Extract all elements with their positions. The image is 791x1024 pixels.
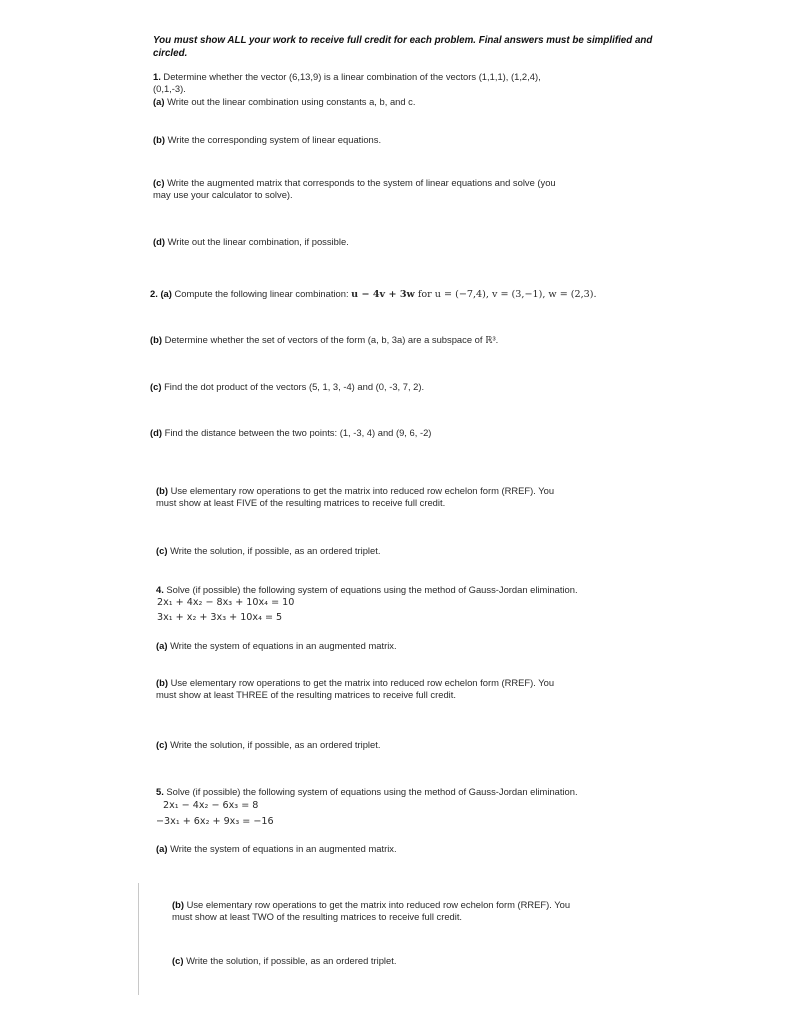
part-text: Compute the following linear combination:	[171, 288, 352, 299]
problem-5-text: Solve (if possible) the following system of equations using the method of Gauss-Jordan elimination.	[163, 786, 578, 797]
problem-2-number: 2.	[150, 288, 158, 299]
problem-2c	[150, 381, 424, 393]
part-text: Write out the linear combination using constants a, b, and c.	[164, 96, 416, 107]
for-text: for	[414, 289, 435, 300]
problem-4-intro	[156, 584, 578, 596]
page-margin-line	[138, 883, 139, 995]
part-label: (a)	[156, 843, 168, 854]
problem-1-intro	[153, 71, 541, 83]
part-text: Write the system of equations in an augmented matrix.	[167, 640, 397, 651]
problem-1d	[153, 236, 349, 248]
part-text: Determine whether the set of vectors of the form (a, b, 3a) are a subspace of ℝ³.	[161, 334, 499, 345]
problem-4-number: 4.	[156, 584, 164, 595]
part-text: Use elementary row operations to get the matrix into reduced row echelon form (RREF). You	[183, 899, 571, 910]
part-text: Write the augmented matrix that corresponds to the system of linear equations and solve (you	[164, 177, 556, 188]
part-text: Write the solution, if possible, as an ordered triplet.	[167, 739, 381, 750]
vector-definitions: u = (−7,4), v = (3,−1), w = (2,3).	[434, 289, 597, 300]
part-label: (c)	[172, 955, 184, 966]
part-text: Use elementary row operations to get the matrix into reduced row echelon form (RREF). You	[167, 677, 555, 688]
problem-1-intro-line2: (0,1,-3).	[153, 83, 186, 94]
problem-5b-line2: must show at least TWO of the resulting matrices to receive full credit.	[172, 911, 463, 922]
problem-5-equation-1: 2x₁ − 4x₂ − 6x₃ = 8	[163, 800, 259, 811]
problem-5b	[172, 899, 570, 911]
problem-4-equation-1: 2x₁ + 4x₂ − 8x₃ + 10x₄ = 10	[157, 597, 295, 608]
part-label: (c)	[156, 545, 168, 556]
part-text: Find the dot product of the vectors (5, 1, 3, -4) and (0, -3, 7, 2).	[161, 381, 425, 392]
problem-1-text: Determine whether the vector (6,13,9) is a linear combination of the vectors (1,1,1), (1,2,4),	[160, 71, 541, 82]
problem-4c	[156, 739, 380, 751]
problem-3b-line2: must show at least FIVE of the resulting matrices to receive full credit.	[156, 497, 446, 508]
part-label: (c)	[156, 739, 168, 750]
part-label: (d)	[153, 236, 165, 247]
problem-1a	[153, 96, 415, 108]
problem-4-equation-2: 3x₁ + x₂ + 3x₃ + 10x₄ = 5	[157, 612, 283, 623]
problem-1c-line2: may use your calculator to solve).	[153, 189, 293, 200]
problem-3b	[156, 485, 554, 497]
problem-4-text: Solve (if possible) the following system of equations using the method of Gauss-Jordan elimination.	[163, 584, 578, 595]
part-text: Write the solution, if possible, as an ordered triplet.	[183, 955, 397, 966]
problem-4b	[156, 677, 554, 689]
problem-1b	[153, 134, 381, 146]
part-label: (c)	[150, 381, 162, 392]
part-label: (b)	[150, 334, 162, 345]
part-label: (c)	[153, 177, 165, 188]
instructions: You must show ALL your work to receive full credit for each problem. Final answers must be simplified and circled.	[153, 35, 653, 59]
problem-5-intro	[156, 786, 578, 798]
problem-3c	[156, 545, 380, 557]
part-label: (b)	[153, 134, 165, 145]
problem-4b-line2: must show at least THREE of the resulting matrices to receive full credit.	[156, 689, 456, 700]
part-text: Write the solution, if possible, as an ordered triplet.	[167, 545, 381, 556]
part-label: (a)	[156, 640, 168, 651]
problem-2d	[150, 427, 431, 439]
problem-5a	[156, 843, 397, 855]
part-text: Use elementary row operations to get the matrix into reduced row echelon form (RREF). You	[167, 485, 555, 496]
part-text: Write the system of equations in an augmented matrix.	[167, 843, 397, 854]
part-text: Write the corresponding system of linear equations.	[164, 134, 382, 145]
problem-1-number: 1.	[153, 71, 161, 82]
part-label: (a)	[160, 288, 172, 299]
part-label: (d)	[150, 427, 162, 438]
part-label: (b)	[156, 485, 168, 496]
part-label: (b)	[156, 677, 168, 688]
problem-2b	[150, 334, 498, 346]
problem-5-number: 5.	[156, 786, 164, 797]
part-label: (a)	[153, 96, 165, 107]
linear-combination-expression: u − 4v + 3w	[351, 289, 415, 300]
problem-5-equation-2: −3x₁ + 6x₂ + 9x₃ = −16	[156, 816, 274, 827]
problem-1c	[153, 177, 556, 189]
problem-4a	[156, 640, 397, 652]
problem-5c	[172, 955, 396, 967]
problem-2a	[150, 288, 597, 301]
part-label: (b)	[172, 899, 184, 910]
part-text: Find the distance between the two points: (1, -3, 4) and (9, 6, -2)	[161, 427, 432, 438]
part-text: Write out the linear combination, if possible.	[164, 236, 349, 247]
